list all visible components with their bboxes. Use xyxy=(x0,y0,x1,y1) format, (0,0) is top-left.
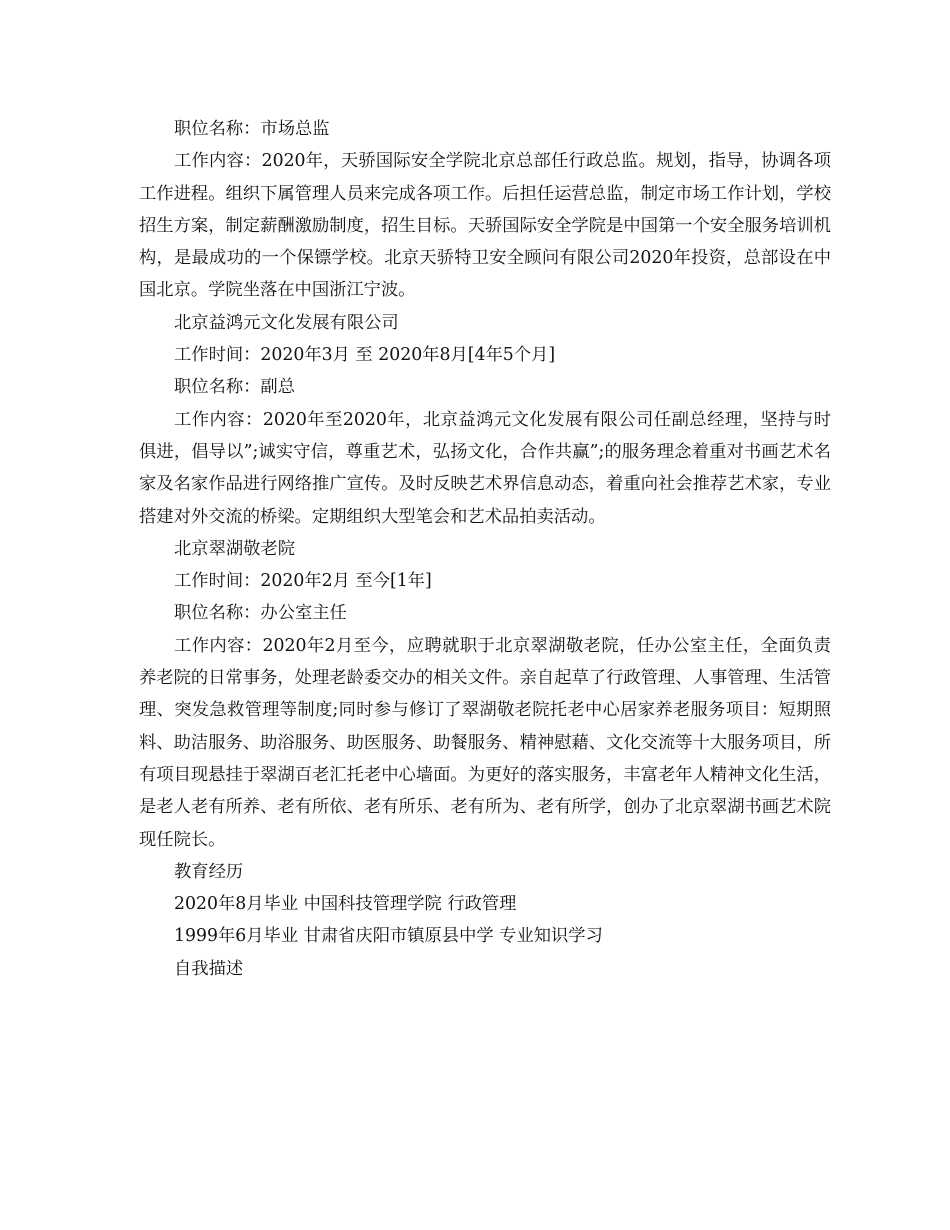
work-period-2: 工作时间：2020年3月 至 2020年8月[4年5个月] xyxy=(174,345,556,366)
document-page xyxy=(139,113,831,985)
job-description-3: 工作内容：2020年2月至今，应聘就职于北京翠湖敬老院，任办公室主任，全面负责养老院的日常事务，处理老龄委交办的相关文件。亲自起草了行政管理、人事管理、生活管理、突发急救管理等制度;同时参与修订了翠湖敬老院托老中心居家养老服务项目：短期照料、助洁服务、助浴服务、助医服务、助餐服务、精神慰藉、文化交流等十大服务项目，所有项目现悬挂于翠湖百老汇托老中心墙面。为更好的落实服务，丰富老年人精神文化生活，是老人老有所养、老有所依、老有所乐、老有所为、老有所学，创办了北京翠湖书画艺术院现任院长。 xyxy=(139,635,831,850)
company-name-2: 北京益鸿元文化发展有限公司 xyxy=(174,312,399,333)
job-description-1: 工作内容：2020年，天骄国际安全学院北京总部任行政总监。规划，指导，协调各项工作进程。组织下属管理人员来完成各项工作。后担任运营总监，制定市场工作计划，学校招生方案，制定薪酬激励制度，招生目标。天骄国际安全学院是中国第一个安全服务培训机构，是最成功的一个保镖学校。北京天骄特卫安全顾问有限公司2020年投资，总部设在中国北京。学院坐落在中国浙江宁波。 xyxy=(139,151,831,301)
education-entry-2: 1999年6月毕业 甘肃省庆阳市镇原县中学 专业知识学习 xyxy=(174,926,603,947)
education-entry-1: 2020年8月毕业 中国科技管理学院 行政管理 xyxy=(174,894,517,915)
position-title-3: 职位名称：办公室主任 xyxy=(174,603,347,624)
self-description-heading: 自我描述 xyxy=(174,958,244,979)
work-period-3: 工作时间：2020年2月 至今[1年] xyxy=(174,571,432,592)
company-name-3: 北京翠湖敬老院 xyxy=(174,538,295,559)
education-heading: 教育经历 xyxy=(174,861,244,882)
position-title-2: 职位名称：副总 xyxy=(174,377,295,398)
job-description-2: 工作内容：2020年至2020年，北京益鸿元文化发展有限公司任副总经理，坚持与时俱进，倡导以”;诚实守信，尊重艺术，弘扬文化，合作共赢”;的服务理念着重对书画艺术名家及名家作品进行网络推广宣传。及时反映艺术界信息动态，着重向社会推荐艺术家，专业搭建对外交流的桥梁。定期组织大型笔会和艺术品拍卖活动。 xyxy=(139,409,831,527)
position-title-1: 职位名称：市场总监 xyxy=(174,119,330,139)
